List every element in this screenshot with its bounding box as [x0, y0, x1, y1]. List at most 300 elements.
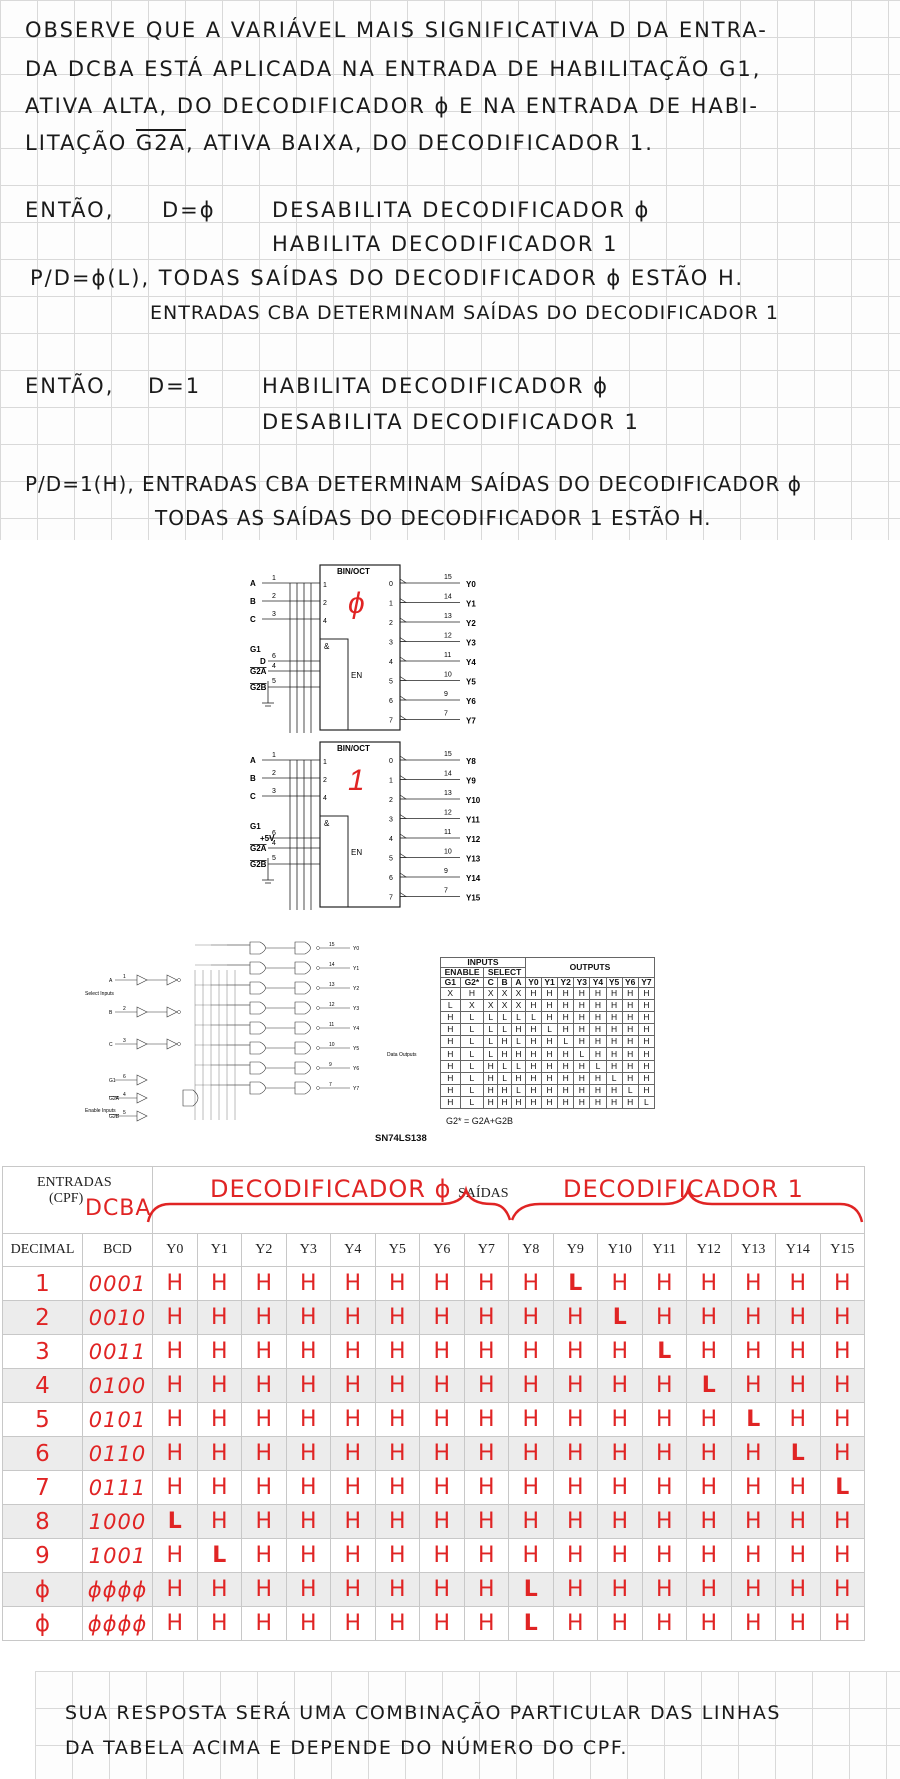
- output-cell: H: [553, 1573, 598, 1607]
- decimal-cell: 1: [3, 1267, 83, 1301]
- output-col-header: Y4: [331, 1234, 376, 1267]
- input-name: C: [250, 615, 256, 624]
- logic-output-name: Y0: [353, 946, 360, 952]
- output-cell: H: [153, 1267, 198, 1301]
- output-cell: H: [776, 1573, 821, 1607]
- truth-cell: H: [574, 988, 590, 1000]
- output-cell: H: [731, 1471, 776, 1505]
- logic-input-pin: 6: [123, 1074, 126, 1080]
- table-row: [3, 1437, 865, 1471]
- truth-cell: H: [606, 1024, 622, 1036]
- buffer-gate: [137, 1039, 147, 1049]
- output-pin: 11: [444, 652, 452, 659]
- output-cell: H: [776, 1403, 821, 1437]
- input-name: +5V: [260, 834, 275, 843]
- output-cell: H: [642, 1505, 687, 1539]
- logic-output-name: Y1: [353, 966, 360, 972]
- truth-cell: L: [574, 1048, 590, 1060]
- output-pin: 13: [444, 613, 452, 620]
- truth-cell: H: [542, 1060, 558, 1072]
- output-cell: H: [286, 1505, 331, 1539]
- truth-cell: H: [484, 1060, 498, 1072]
- truth-cell: L: [622, 1084, 638, 1096]
- nand-bubble: [317, 1067, 320, 1070]
- truth-row: [441, 1072, 655, 1084]
- truth-col-header: Y4: [590, 978, 606, 988]
- decimal-col-header: DECIMAL: [3, 1234, 83, 1267]
- output-cell: H: [420, 1403, 465, 1437]
- output-cell: H: [331, 1573, 376, 1607]
- output-cell: H: [820, 1335, 865, 1369]
- truth-cell: H: [558, 1000, 574, 1012]
- input-pin: 4: [272, 663, 276, 670]
- input-name: G2A: [250, 667, 267, 676]
- nand-gate: [295, 1082, 311, 1094]
- truth-col-header: Y5: [606, 978, 622, 988]
- case0-line-b: HABILITA DECODIFICADOR 1: [272, 232, 619, 256]
- output-pin: 10: [444, 848, 452, 856]
- truth-row: [441, 1000, 655, 1012]
- output-cell: H: [242, 1471, 287, 1505]
- case0-line-d: ENTRADAS CBA DETERMINAM SAÍDAS DO DECODIFICADOR 1: [150, 302, 779, 324]
- data-outputs-label: Data Outputs: [387, 1052, 417, 1058]
- active-low-marker: [400, 815, 406, 819]
- active-low-marker: [400, 893, 406, 897]
- select-weight: 2: [323, 600, 327, 607]
- output-cell: H: [375, 1607, 420, 1641]
- truth-cell: H: [542, 1048, 558, 1060]
- output-index: 6: [389, 875, 393, 882]
- and-gate: [250, 1042, 266, 1054]
- output-cell: H: [687, 1335, 732, 1369]
- output-cell: H: [242, 1539, 287, 1573]
- output-col-header: Y15: [820, 1234, 865, 1267]
- output-cell: H: [687, 1505, 732, 1539]
- output-pin: 12: [444, 632, 452, 640]
- truth-cell: H: [574, 1024, 590, 1036]
- output-cell: H: [687, 1573, 732, 1607]
- input-pin: 4: [272, 840, 276, 847]
- output-cell: H: [464, 1437, 509, 1471]
- output-cell: H: [509, 1335, 554, 1369]
- logic-diagram: [85, 930, 425, 1130]
- output-cell: H: [420, 1369, 465, 1403]
- inverter-bubble: [178, 1011, 181, 1014]
- truth-cell: H: [512, 1024, 526, 1036]
- truth-cell: L: [460, 1084, 484, 1096]
- decoder-1-label: DECODIFICADOR 1: [563, 1175, 804, 1203]
- bcd-cell: 0010: [83, 1301, 153, 1335]
- output-cell: H: [420, 1437, 465, 1471]
- output-cell: H: [375, 1437, 420, 1471]
- output-col-header: Y1: [197, 1234, 242, 1267]
- case0-line-a: DESABILITA DECODIFICADOR ϕ: [272, 198, 651, 222]
- decimal-cell: ϕ: [3, 1607, 83, 1641]
- output-cell: H: [286, 1539, 331, 1573]
- truth-cell: X: [484, 1000, 498, 1012]
- active-low-marker: [400, 696, 406, 700]
- truth-cell: H: [484, 1072, 498, 1084]
- truth-cell: H: [441, 1060, 461, 1072]
- truth-cell: H: [542, 1096, 558, 1108]
- output-cell: H: [731, 1437, 776, 1471]
- input-name: B: [250, 597, 256, 606]
- truth-cell: L: [638, 1096, 654, 1108]
- truth-col-header: G1: [441, 978, 461, 988]
- truth-col-header: G2*: [460, 978, 484, 988]
- output-index: 5: [389, 678, 393, 686]
- output-cell: H: [375, 1403, 420, 1437]
- output-cell: H: [464, 1335, 509, 1369]
- output-cell: H: [820, 1437, 865, 1471]
- output-name: Y8: [466, 757, 476, 766]
- and-gate: [250, 942, 266, 954]
- output-cell: H: [731, 1607, 776, 1641]
- table-row: [3, 1573, 865, 1607]
- truth-cell: X: [512, 1000, 526, 1012]
- output-cell: H: [420, 1539, 465, 1573]
- inverter-gate: [167, 1039, 177, 1049]
- truth-cell: H: [638, 1084, 654, 1096]
- truth-cell: H: [525, 1060, 541, 1072]
- cpf-label: (CPF): [49, 1191, 84, 1206]
- output-cell: H: [331, 1471, 376, 1505]
- decoder-schematic: [250, 563, 650, 913]
- truth-cell: H: [441, 1096, 461, 1108]
- output-cell: H: [509, 1301, 554, 1335]
- truth-cell: H: [638, 1060, 654, 1072]
- output-cell: H: [509, 1403, 554, 1437]
- output-cell: H: [242, 1267, 287, 1301]
- output-cell: H: [598, 1267, 643, 1301]
- output-cell: L: [731, 1403, 776, 1437]
- output-pin: 11: [444, 829, 452, 836]
- output-name: Y10: [466, 796, 481, 805]
- output-cell: H: [509, 1267, 554, 1301]
- output-col-header: Y0: [153, 1234, 198, 1267]
- buffer-gate: [137, 1111, 147, 1121]
- truth-cell: H: [525, 1096, 541, 1108]
- output-cell: H: [197, 1437, 242, 1471]
- input-name: B: [250, 774, 256, 783]
- case1-line-d: TODAS AS SAÍDAS DO DECODIFICADOR 1 ESTÃO H.: [155, 506, 712, 530]
- part-number-label: SN74LS138: [375, 1133, 427, 1144]
- output-pin: 9: [444, 868, 448, 875]
- select-inputs-label: Select Inputs: [85, 991, 114, 997]
- output-cell: H: [242, 1403, 287, 1437]
- logic-output-pin: 9: [329, 1062, 332, 1068]
- logic-output-name: Y6: [353, 1066, 360, 1072]
- output-cell: H: [464, 1267, 509, 1301]
- output-cell: H: [776, 1607, 821, 1641]
- note-line-4: [25, 131, 654, 155]
- output-cell: H: [286, 1403, 331, 1437]
- logic-input-name: A: [109, 978, 113, 984]
- truth-cell: L: [460, 1012, 484, 1024]
- logic-output-pin: 7: [329, 1082, 332, 1088]
- output-cell: H: [420, 1301, 465, 1335]
- input-pin: 1: [272, 752, 276, 759]
- logic-input-name: C: [109, 1042, 113, 1048]
- input-pin: 5: [272, 678, 276, 685]
- output-name: Y9: [466, 776, 476, 786]
- output-index: 0: [389, 758, 393, 765]
- input-name: G2A: [250, 844, 267, 853]
- output-col-header: Y12: [687, 1234, 732, 1267]
- nand-gate: [295, 1022, 311, 1034]
- and-gate: [250, 1062, 266, 1074]
- active-low-marker: [400, 638, 406, 642]
- output-cell: H: [642, 1267, 687, 1301]
- note-line-4-a: LITAÇÃO: [25, 131, 128, 155]
- truth-cell: H: [622, 1036, 638, 1048]
- output-cell: H: [687, 1267, 732, 1301]
- output-cell: H: [286, 1573, 331, 1607]
- truth-cell: H: [542, 1084, 558, 1096]
- output-cell: H: [731, 1539, 776, 1573]
- output-cell: H: [553, 1607, 598, 1641]
- case1-line-a: HABILITA DECODIFICADOR ϕ: [262, 374, 610, 398]
- truth-cell: L: [512, 1012, 526, 1024]
- output-cell: H: [286, 1335, 331, 1369]
- truth-cell: H: [542, 988, 558, 1000]
- table-row: [3, 1335, 865, 1369]
- output-cell: H: [197, 1573, 242, 1607]
- truth-cell: H: [622, 1024, 638, 1036]
- output-col-header: Y10: [598, 1234, 643, 1267]
- output-cell: H: [197, 1301, 242, 1335]
- output-cell: H: [598, 1471, 643, 1505]
- inverter-bubble: [178, 1043, 181, 1046]
- note-line-4-g2a: G2A: [135, 131, 186, 155]
- truth-cell: H: [498, 1096, 512, 1108]
- block-label: BIN/OCT: [337, 744, 370, 753]
- output-cell: H: [642, 1403, 687, 1437]
- output-name: Y2: [466, 619, 476, 628]
- truth-cell: H: [574, 1012, 590, 1024]
- nand-bubble: [317, 967, 320, 970]
- output-col-header: Y2: [242, 1234, 287, 1267]
- truth-cell: L: [498, 1072, 512, 1084]
- truth-row: [441, 1024, 655, 1036]
- input-name: G1: [250, 645, 261, 654]
- output-cell: H: [642, 1471, 687, 1505]
- output-cell: H: [420, 1335, 465, 1369]
- truth-cell: L: [460, 1096, 484, 1108]
- logic-output-name: Y4: [353, 1026, 360, 1032]
- truth-cell: H: [590, 1072, 606, 1084]
- truth-cell: H: [606, 1060, 622, 1072]
- output-cell: H: [820, 1403, 865, 1437]
- output-cell: H: [464, 1573, 509, 1607]
- output-name: Y0: [466, 580, 476, 589]
- decimal-cell: 8: [3, 1505, 83, 1539]
- output-name: Y14: [466, 874, 481, 883]
- truth-cell: H: [638, 1000, 654, 1012]
- output-cell: H: [286, 1267, 331, 1301]
- output-cell: H: [420, 1471, 465, 1505]
- logic-output-pin: 12: [329, 1002, 335, 1008]
- logic-input-pin: 4: [123, 1092, 126, 1098]
- truth-cell: H: [590, 1012, 606, 1024]
- logic-output-pin: 11: [329, 1022, 335, 1028]
- active-low-marker: [400, 795, 406, 799]
- input-pin: 2: [272, 770, 276, 777]
- output-cell: H: [242, 1301, 287, 1335]
- output-cell: H: [242, 1607, 287, 1641]
- output-pin: 10: [444, 671, 452, 679]
- bcd-cell: ϕϕϕϕ: [83, 1573, 153, 1607]
- output-cell: H: [598, 1335, 643, 1369]
- input-pin: 6: [272, 653, 276, 660]
- logic-output-pin: 15: [329, 942, 335, 948]
- cpf-decoder-table: [2, 1166, 865, 1641]
- truth-cell: L: [498, 1012, 512, 1024]
- output-cell: H: [687, 1301, 732, 1335]
- truth-cell: H: [606, 1036, 622, 1048]
- output-cell: H: [420, 1267, 465, 1301]
- output-col-header: Y14: [776, 1234, 821, 1267]
- input-name: D: [260, 657, 266, 666]
- output-cell: H: [331, 1437, 376, 1471]
- truth-cell: H: [606, 1012, 622, 1024]
- output-index: 6: [389, 698, 393, 705]
- output-name: Y7: [466, 716, 476, 726]
- decimal-cell: 5: [3, 1403, 83, 1437]
- bcd-cell: 0110: [83, 1437, 153, 1471]
- output-cell: H: [286, 1437, 331, 1471]
- and-gate: [250, 1022, 266, 1034]
- red-braces: [0, 1160, 900, 1230]
- input-pin: 1: [272, 575, 276, 582]
- truth-cell: H: [525, 1072, 541, 1084]
- truth-cell: H: [574, 1084, 590, 1096]
- logic-output-name: Y2: [353, 986, 360, 992]
- output-cell: H: [687, 1471, 732, 1505]
- dcba-label: DCBA: [85, 1196, 152, 1221]
- truth-col-header: Y3: [574, 978, 590, 988]
- input-pin: 2: [272, 593, 276, 600]
- handwritten-notes: [0, 0, 900, 540]
- output-cell: H: [197, 1369, 242, 1403]
- select-weight: 4: [323, 795, 327, 802]
- output-cell: L: [153, 1505, 198, 1539]
- output-col-header: Y6: [420, 1234, 465, 1267]
- nand-bubble: [317, 1027, 320, 1030]
- buffer-gate: [137, 1007, 147, 1017]
- output-col-header: Y5: [375, 1234, 420, 1267]
- truth-cell: H: [525, 1048, 541, 1060]
- truth-cell: H: [638, 1024, 654, 1036]
- truth-cell: H: [525, 1000, 541, 1012]
- output-index: 4: [389, 836, 393, 843]
- inverter-bubble: [178, 979, 181, 982]
- bcd-cell: 0100: [83, 1369, 153, 1403]
- truth-cell: X: [484, 988, 498, 1000]
- table-row: [3, 1267, 865, 1301]
- truth-col-header: Y1: [542, 978, 558, 988]
- truth-cell: L: [484, 1024, 498, 1036]
- output-cell: H: [420, 1607, 465, 1641]
- truth-cell: L: [498, 1060, 512, 1072]
- footer-line-1: SUA RESPOSTA SERÁ UMA COMBINAÇÃO PARTICULAR DAS LINHAS: [65, 1702, 782, 1724]
- output-cell: H: [553, 1301, 598, 1335]
- output-cell: L: [687, 1369, 732, 1403]
- truth-cell: H: [622, 988, 638, 1000]
- nand-bubble: [317, 1007, 320, 1010]
- truth-cell: H: [525, 1036, 541, 1048]
- output-index: 3: [389, 816, 393, 824]
- output-col-header: Y9: [553, 1234, 598, 1267]
- truth-cell: H: [638, 1012, 654, 1024]
- truth-cell: H: [441, 1036, 461, 1048]
- decimal-cell: 2: [3, 1301, 83, 1335]
- output-cell: H: [375, 1369, 420, 1403]
- output-cell: H: [242, 1505, 287, 1539]
- and-gate: [250, 982, 266, 994]
- inverter-gate: [167, 1007, 177, 1017]
- output-cell: H: [197, 1471, 242, 1505]
- output-cell: H: [642, 1573, 687, 1607]
- truth-cell: L: [460, 1036, 484, 1048]
- truth-cell: L: [460, 1072, 484, 1084]
- truth-cell: X: [498, 988, 512, 1000]
- output-pin: 14: [444, 770, 452, 778]
- bcd-cell: 0001: [83, 1267, 153, 1301]
- truth-cell: H: [574, 1072, 590, 1084]
- output-cell: H: [509, 1539, 554, 1573]
- output-cell: H: [375, 1539, 420, 1573]
- output-cell: L: [820, 1471, 865, 1505]
- output-col-header: Y3: [286, 1234, 331, 1267]
- case1-line-c: P/D=1(H), ENTRADAS CBA DETERMINAM SAÍDAS DO DECODIFICADOR ϕ: [25, 472, 802, 496]
- output-cell: H: [153, 1369, 198, 1403]
- input-name: C: [250, 792, 256, 801]
- decimal-cell: 9: [3, 1539, 83, 1573]
- and-label: &: [324, 642, 330, 651]
- truth-row: [441, 988, 655, 1000]
- truth-cell: H: [574, 1060, 590, 1072]
- logic-input-name: G2B: [109, 1114, 120, 1120]
- active-low-marker: [400, 776, 406, 780]
- output-pin: 7: [444, 710, 448, 718]
- bcd-cell: 1001: [83, 1539, 153, 1573]
- active-low-marker: [400, 618, 406, 622]
- bcd-cell: ϕϕϕϕ: [83, 1607, 153, 1641]
- output-cell: H: [153, 1437, 198, 1471]
- decimal-cell: 7: [3, 1471, 83, 1505]
- output-cell: H: [598, 1539, 643, 1573]
- truth-cell: H: [558, 1048, 574, 1060]
- active-low-marker: [400, 599, 406, 603]
- logic-output-name: Y5: [353, 1046, 360, 1052]
- truth-col-header: Y6: [622, 978, 638, 988]
- output-pin: 15: [444, 574, 452, 581]
- truth-cell: L: [441, 1000, 461, 1012]
- input-name: G1: [250, 822, 261, 831]
- logic-output-pin: 10: [329, 1042, 335, 1048]
- truth-cell: H: [558, 1084, 574, 1096]
- nand-bubble: [317, 947, 320, 950]
- output-cell: H: [331, 1403, 376, 1437]
- truth-cell: H: [558, 1012, 574, 1024]
- output-name: Y6: [466, 697, 476, 706]
- inverter-gate: [167, 975, 177, 985]
- output-cell: H: [598, 1573, 643, 1607]
- output-cell: H: [286, 1301, 331, 1335]
- decimal-cell: 3: [3, 1335, 83, 1369]
- enable-label: EN: [351, 671, 363, 680]
